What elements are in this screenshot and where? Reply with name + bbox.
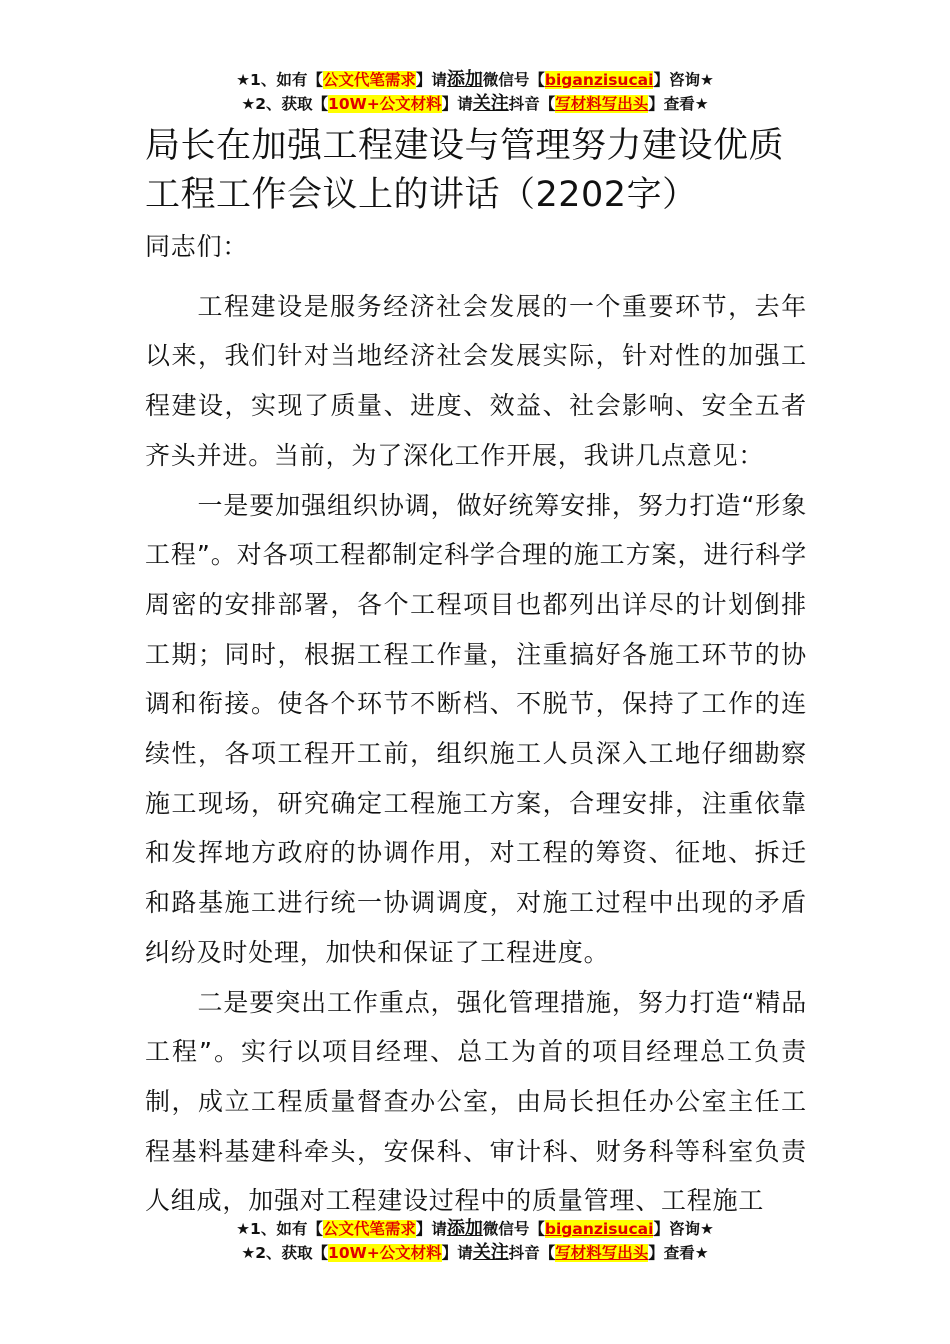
paragraph-lead: 一是要加强组织协调，做好统筹安排，努力打造“形象工程”。 (145, 490, 807, 570)
paragraph-text: 工程建设是服务经济社会发展的一个重要环节，去年以来，我们针对当地经济社会发展实际，针对性的加强工程建设，实现了质量、进度、效益、社会影响、安全五者齐头并进。当前，为了深化工作开展，我讲几点意见： (145, 291, 807, 470)
promo-line-2 (0, 1241, 950, 1265)
promo-highlight: 10W+公文材料 (328, 95, 442, 113)
promo-text: 微信号【 (482, 1220, 545, 1238)
promo-text: ★1、如有【 (236, 71, 323, 89)
promo-line-2 (0, 92, 950, 116)
promo-text: ★2、获取【 (241, 1244, 329, 1262)
paragraph (145, 481, 807, 978)
paragraph-text: 对各项工程都制定科学合理的施工方案，进行科学周密的安排部署，各个工程项目也都列出详尽的计划倒排工期；同时，根据工程工作量，注重搞好各施工环节的协调和衔接。使各个环节不断档、不脱节，保持了工作的连续性，各项工程开工前，组织施工人员深入工地仔细勘察施工现场，研究确定工程施工方案，合理安排，注重依靠和发挥地方政府的协调作用，对工程的筹资、征地、拆迁和路基施工进行统一协调调度，对施工过程中出现的矛盾纠纷及时处理，加快和保证了工程进度。 (145, 540, 807, 967)
wechat-id: biganzisucai (544, 71, 654, 89)
promo-text: ★2、获取【 (241, 95, 329, 113)
promo-underlined: 关注 (472, 1242, 509, 1263)
douyin-id: 写材料写出头 (555, 1244, 649, 1262)
douyin-id: 写材料写出头 (555, 95, 649, 113)
promo-text: 】咨询★ (653, 71, 714, 89)
promo-text: 抖音【 (508, 1244, 556, 1262)
promo-text: ★1、如有【 (236, 1220, 323, 1238)
promo-highlight: 公文代笔需求 (322, 1220, 416, 1238)
promo-text: 】请 (415, 1220, 447, 1238)
promo-line-1 (0, 1217, 950, 1241)
promo-banner-bottom (0, 1217, 950, 1265)
promo-banner-top (0, 68, 950, 116)
document-body (145, 122, 807, 1226)
promo-text: 】查看★ (648, 1244, 709, 1262)
promo-line-1 (0, 68, 950, 92)
paragraph-text: 实行以项目经理、总工为首的项目经理总工负责制，成立工程质量督查办公室，由局长担任办公室主任工程基料基建科牵头，安保科、审计科、财务科等科室负责人组成，加强对工程建设过程中的质量管理、工程施工 (145, 1037, 807, 1216)
greeting: 同志们： (145, 232, 249, 261)
promo-text: 】请 (441, 95, 473, 113)
promo-text: 】请 (415, 71, 447, 89)
promo-text: 】查看★ (648, 95, 709, 113)
promo-highlight: 10W+公文材料 (328, 1244, 442, 1262)
promo-text: 】咨询★ (653, 1220, 714, 1238)
promo-text: 抖音【 (508, 95, 556, 113)
promo-underlined: 关注 (472, 93, 509, 114)
promo-highlight: 公文代笔需求 (322, 71, 416, 89)
promo-underlined: 添加 (446, 1218, 483, 1239)
paragraph (145, 978, 807, 1227)
promo-text: 】请 (441, 1244, 473, 1262)
document-title: 局长在加强工程建设与管理努力建设优质工程工作会议上的讲话（2202字） (145, 126, 785, 215)
promo-underlined: 添加 (446, 69, 483, 90)
paragraph (145, 282, 807, 481)
wechat-id: biganzisucai (544, 1220, 654, 1238)
promo-text: 微信号【 (482, 71, 545, 89)
paragraph-lead: 二是要突出工作重点，强化管理措施，努力打造“精品工程”。 (145, 987, 807, 1067)
